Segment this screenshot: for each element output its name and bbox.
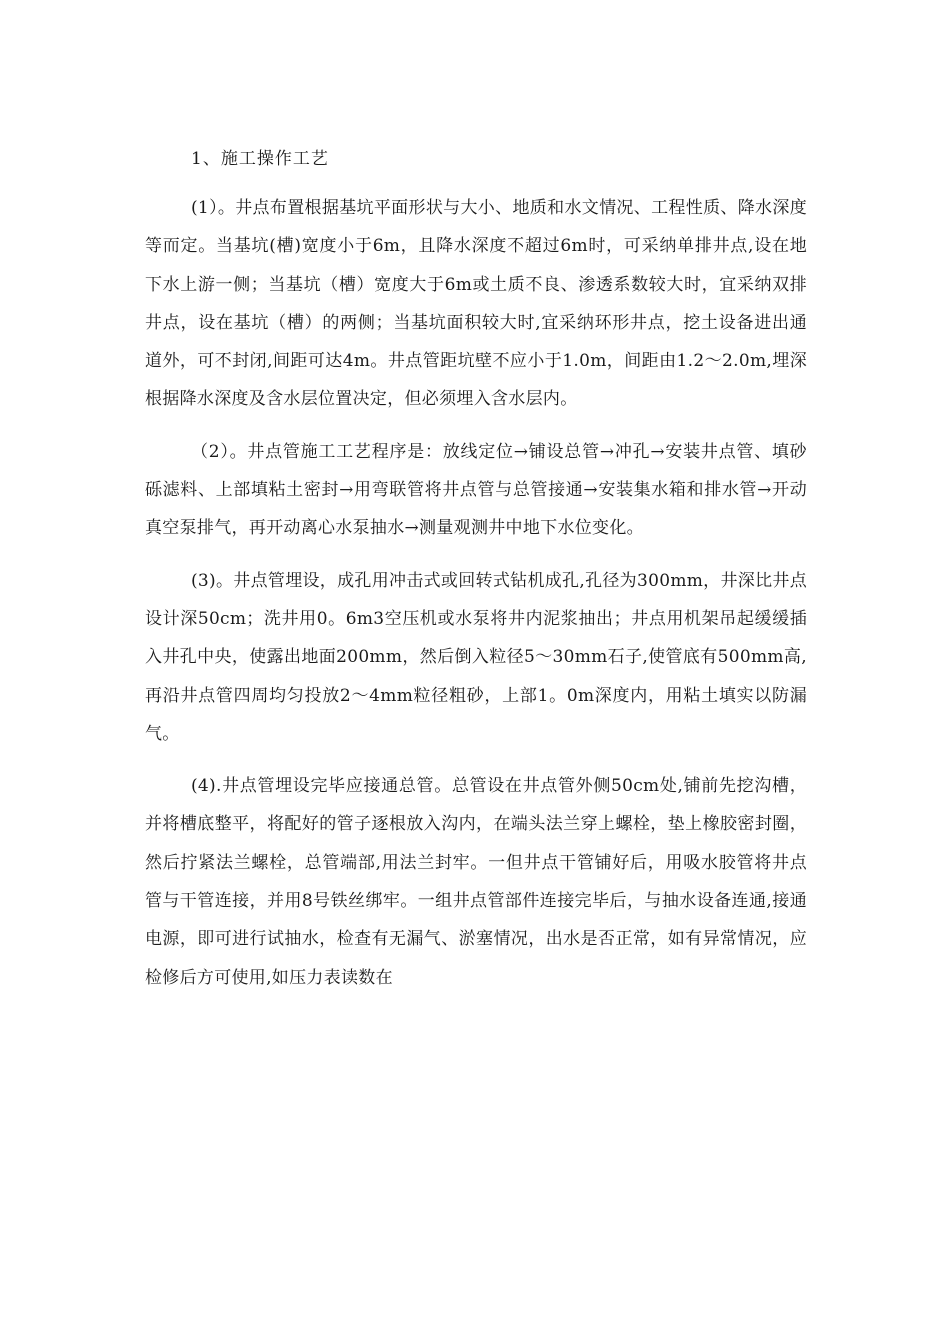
paragraph-2: （2）。井点管施工工艺程序是：放线定位→铺设总管→冲孔→安装井点管、填砂砾滤料、上部填粘土密封→用弯联管将井点管与总管接通→安装集水箱和排水管→开动真空泵排气，再开动离心水泵抽水→测量观测井中地下水位变化。 <box>145 441 807 539</box>
paragraph-3: (3)。井点管埋设，成孔用冲击式或回转式钻机成孔,孔径为300mm，井深比井点设计深50cm；洗井用0。6m3空压机或水泵将井内泥浆抽出；井点用机架吊起缓缓插入井孔中央，使露出地面200mm，然后倒入粒径5～30mm石子,使管底有500mm高,再沿井点管四周均匀投放2～4mm粒径粗砂，上部1。0m深度内，用粘土填实以防漏气。 <box>145 570 807 744</box>
section-heading: 1、施工操作工艺 <box>191 149 329 169</box>
paragraph-4: (4).井点管埋设完毕应接通总管。总管设在井点管外侧50cm处,铺前先挖沟槽，并将槽底整平，将配好的管子逐根放入沟内，在端头法兰穿上螺栓，垫上橡胶密封圈，然后拧紧法兰螺栓，总管端部,用法兰封牢。一但井点干管铺好后，用吸水胶管将井点管与干管连接，并用8号铁丝绑牢。一组井点管部件连接完毕后，与抽水设备连通,接通电源，即可进行试抽水，检查有无漏气、淤塞情况，出水是否正常，如有异常情况，应检修后方可使用,如压力表读数在 <box>145 776 807 988</box>
document-body <box>145 140 807 1011</box>
paragraph-1: (1）。井点布置根据基坑平面形状与大小、地质和水文情况、工程性质、降水深度等而定。当基坑(槽)宽度小于6m，且降水深度不超过6m时，可采纳单排井点,设在地下水上游一侧；当基坑（槽）宽度大于6m或土质不良、渗透系数较大时，宜采纳双排井点，设在基坑（槽）的两侧；当基坑面积较大时,宜采纳环形井点，挖土设备进出通道外，可不封闭,间距可达4m。井点管距坑壁不应小于1.0m，间距由1.2～2.0m,埋深根据降水深度及含水层位置决定，但必须埋入含水层内。 <box>145 198 807 410</box>
